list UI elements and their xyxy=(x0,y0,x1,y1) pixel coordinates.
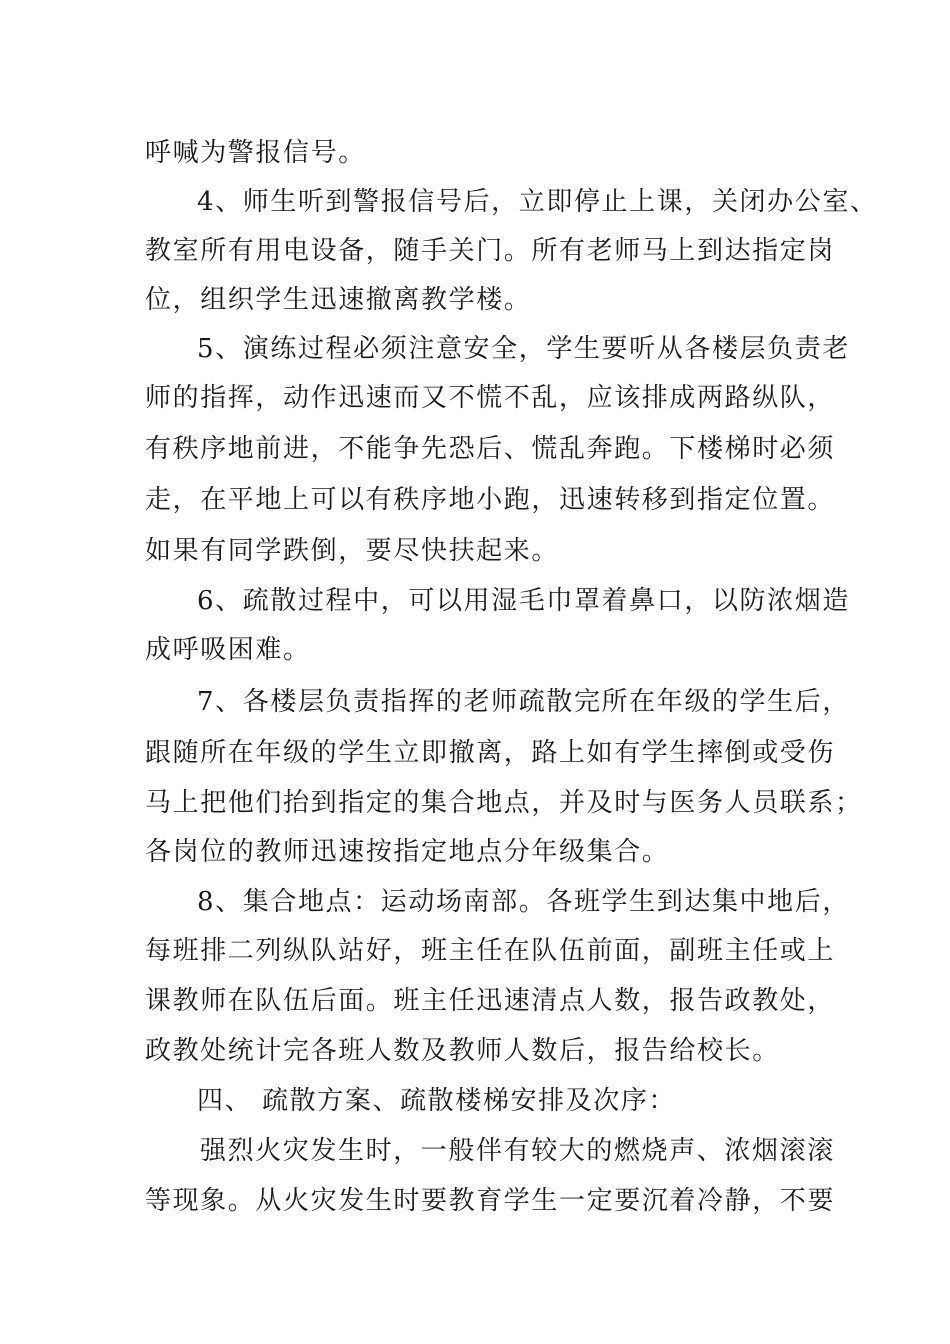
text-line: 课教师在队伍后面。班主任迅速清点人数，报告政教处， xyxy=(145,986,836,1016)
text-line: 跟随所在年级的学生立即撤离，路上如有学生摔倒或受伤 xyxy=(145,738,836,768)
text-line: 8、集合地点：运动场南部。各班学生到达集中地后， xyxy=(197,887,850,917)
text-line: 强烈火灾发生时，一般伴有较大的燃烧声、浓烟滚滚 xyxy=(200,1136,835,1166)
text-line: 成呼吸困难。 xyxy=(145,635,311,665)
text-line: 如果有同学跌倒，要尽快扶起来。 xyxy=(145,536,560,566)
text-line: 7、各楼层负责指挥的老师疏散完所在年级的学生后， xyxy=(197,687,850,717)
text-line: 走，在平地上可以有秩序地小跑，迅速转移到指定位置。 xyxy=(145,485,836,515)
text-line: 政教处统计完各班人数及教师人数后，报告给校长。 xyxy=(145,1036,780,1066)
text-line: 有秩序地前进，不能争先恐后、慌乱奔跑。下楼梯时必须 xyxy=(145,434,836,464)
text-line: 等现象。从火灾发生时要教育学生一定要沉着冷静，不要 xyxy=(145,1186,836,1216)
text-line: 5、演练过程必须注意安全，学生要听从各楼层负责老 xyxy=(197,334,850,364)
text-line: 位，组织学生迅速撤离教学楼。 xyxy=(145,285,532,315)
text-line: 4、师生听到警报信号后，立即停止上课，关闭办公室、 xyxy=(197,187,878,217)
text-line: 各岗位的教师迅速按指定地点分年级集合。 xyxy=(145,837,670,867)
text-line: 呼喊为警报信号。 xyxy=(145,138,366,168)
text-line: 教室所有用电设备，随手关门。所有老师马上到达指定岗 xyxy=(145,236,836,266)
text-line: 每班排二列纵队站好，班主任在队伍前面，副班主任或上 xyxy=(145,936,836,966)
text-line: 6、疏散过程中，可以用湿毛巾罩着鼻口，以防浓烟造 xyxy=(197,586,850,616)
text-line: 马上把他们抬到指定的集合地点，并及时与医务人员联系； xyxy=(145,788,863,818)
text-line: 师的指挥，动作迅速而又不慌不乱，应该排成两路纵队， xyxy=(145,383,836,413)
section-heading: 四、 疏散方案、疏散楼梯安排及次序： xyxy=(197,1086,677,1116)
